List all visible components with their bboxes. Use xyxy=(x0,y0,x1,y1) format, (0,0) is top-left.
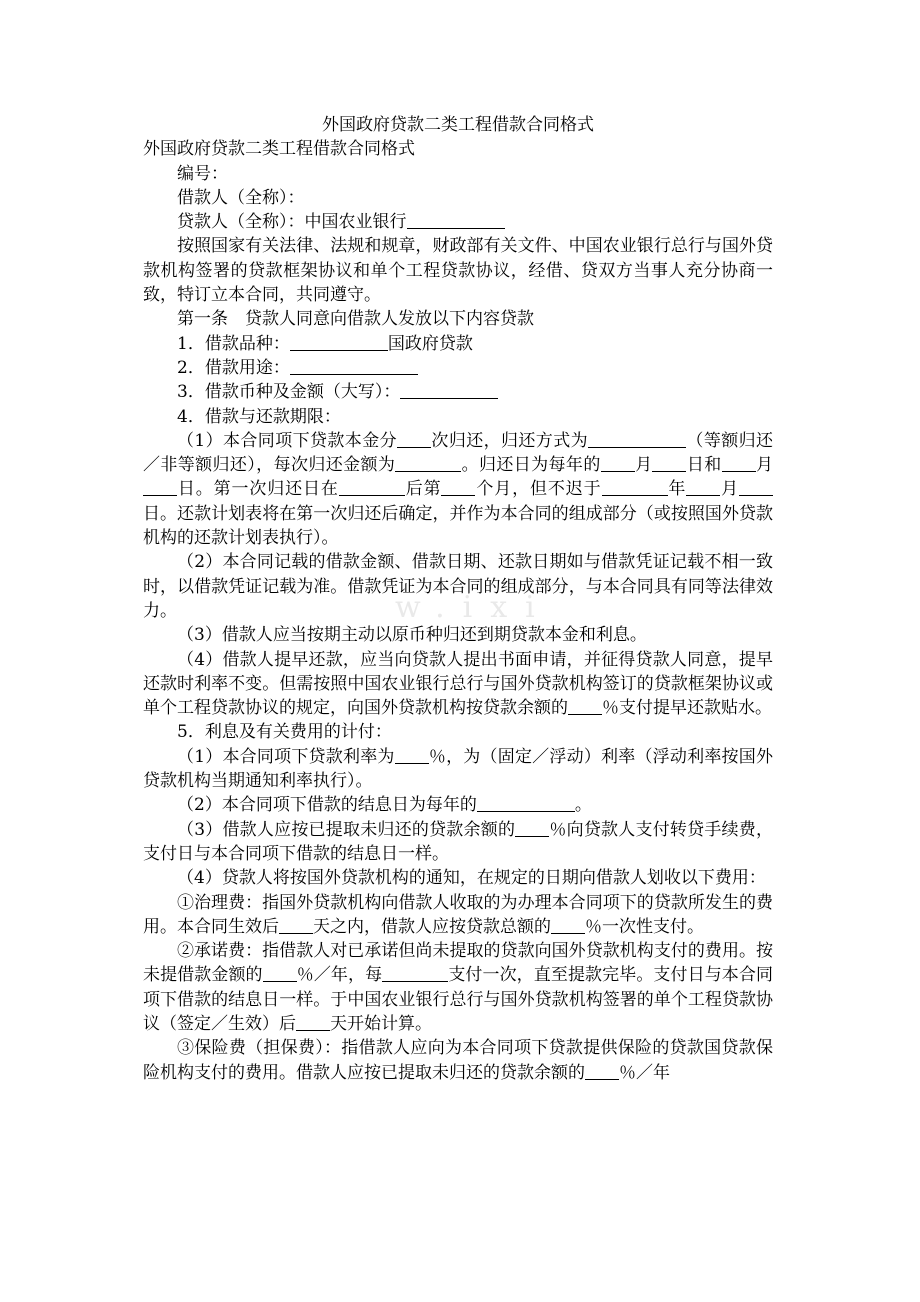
text-segment: （1）本合同项下贷款利率为 xyxy=(177,746,395,767)
text-segment: ％向贷款人支付转贷手续费，支付日与本合同项下借款的结息日一样。 xyxy=(143,819,773,864)
text-segment: ％支付提早还款贴水。 xyxy=(602,698,772,719)
blank-installments[interactable] xyxy=(397,429,431,448)
text-segment: （1）本合同项下贷款本金分 xyxy=(177,430,398,451)
blank-day-2[interactable] xyxy=(143,477,177,496)
text-segment: 月 xyxy=(634,455,653,476)
text-segment: ②承诺费：指借款人对已承诺但尚未提取的贷款向国外贷款机构支付的费用。按未提借款金额的 xyxy=(143,941,773,986)
text-segment: 支付一次，直至提款完毕。支付日与本合同项下借款的结息日一样。于中国农业银行总行与国外贷款机构签署的单个工程贷款协议（签定／生效）后 xyxy=(143,965,773,1034)
article1-item4: 4．借款与还款期限： xyxy=(177,406,341,427)
blank-month-1[interactable] xyxy=(601,453,635,472)
text-segment: （3）借款人应按已提取未归还的贷款余额的 xyxy=(177,819,516,840)
blank-month-2[interactable] xyxy=(722,453,756,472)
field-borrower-label: 借款人（全称）： xyxy=(177,187,305,208)
article1-item1 xyxy=(143,332,773,356)
paragraph-5-3 xyxy=(143,818,773,867)
text-segment: 日和 xyxy=(686,455,722,476)
article1-item5: 5．利息及有关费用的计付： xyxy=(177,722,392,743)
paragraph-4-1 xyxy=(143,429,773,550)
fee-commitment xyxy=(143,939,773,1036)
blank-first-repayment-base[interactable] xyxy=(339,477,405,496)
text-segment: 次归还，归还方式为 xyxy=(431,430,589,451)
text-segment: ％一次性支付。 xyxy=(585,916,704,937)
article1-heading: 第一条 贷款人同意向借款人发放以下内容贷款 xyxy=(177,309,534,330)
item1-label: 1．借款品种： xyxy=(177,333,290,354)
blank-management-rate[interactable] xyxy=(551,915,585,934)
blank-interest-rate[interactable] xyxy=(395,745,429,764)
text-segment: 。归还日为每年的 xyxy=(461,455,601,476)
watermark: w.ixi xyxy=(395,590,553,625)
text-segment: 月 xyxy=(755,455,774,476)
field-borrower xyxy=(143,186,773,210)
blank-lender-branch[interactable] xyxy=(407,210,505,229)
text-segment: ％，为（固定／浮动）利率（浮动利率按国外贷款机构当期通知利率执行）。 xyxy=(143,746,773,792)
blank-deadline-day[interactable] xyxy=(739,477,773,496)
paragraph-5-4: （4）贷款人将按国外贷款机构的通知，在规定的日期向借款人划收以下费用： xyxy=(177,868,766,889)
preamble-paragraph: 按照国家有关法律、法规和规章，财政部有关文件、中国农业银行总行与国外贷款机构签署的贷款框架协议和单个工程贷款协议，经借、贷双方当事人充分协商一致，特订立本合同，共同遵守。 xyxy=(143,236,773,306)
text-segment: 。 xyxy=(574,795,592,816)
field-lender xyxy=(143,210,773,234)
text-segment: ①治理费：指国外贷款机构向借款人收取的为办理本合同项下的贷款所发生的费用。本合同生效后 xyxy=(143,892,773,937)
blank-loan-purpose[interactable] xyxy=(290,356,418,375)
text-segment: 个月，但不迟于 xyxy=(475,479,602,500)
blank-deadline-year[interactable] xyxy=(602,477,668,496)
blank-loan-country[interactable] xyxy=(290,332,388,351)
text-segment: 天之内，借款人应按贷款总额的 xyxy=(313,916,551,937)
paragraph-4-3: （3）借款人应当按期主动以原币种归还到期贷款本金和利息。 xyxy=(177,625,647,646)
text-segment: 月 xyxy=(720,479,740,500)
item2-label: 2．借款用途： xyxy=(177,357,290,378)
text-segment: ③保险费（担保费）：指借款人应向为本合同项下贷款提供保险的贷款国贷款保险机构支付的费用。借款人应按已提取未归还的贷款余额的 xyxy=(143,1038,773,1083)
blank-day-1[interactable] xyxy=(652,453,686,472)
field-number-label: 编号： xyxy=(177,163,228,184)
text-segment: 后第 xyxy=(404,479,442,500)
item1-suffix: 国政府贷款 xyxy=(387,333,473,354)
blank-loan-amount[interactable] xyxy=(400,380,498,399)
paragraph-5-1 xyxy=(143,745,773,794)
blank-repayment-method[interactable] xyxy=(588,429,686,448)
blank-installment-amount[interactable] xyxy=(395,453,461,472)
blank-months-after[interactable] xyxy=(441,477,475,496)
blank-insurance-rate[interactable] xyxy=(585,1061,619,1080)
article1-item3 xyxy=(143,380,773,404)
paragraph-4-2: （2）本合同记载的借款金额、借款日期、还款日期如与借款凭证记载不相一致时，以借款凭证记载为准。借款凭证为本合同的组成部分，与本合同具有同等法律效力。 xyxy=(143,552,773,621)
text-segment: 年 xyxy=(667,479,687,500)
document-subtitle: 外国政府贷款二类工程借款合同格式 xyxy=(143,139,415,160)
text-segment: 日。第一次归还日在 xyxy=(177,479,339,500)
blank-management-days[interactable] xyxy=(279,915,313,934)
field-number xyxy=(143,162,773,186)
article1-item2 xyxy=(143,356,773,380)
blank-commitment-days[interactable] xyxy=(296,1012,330,1031)
document-page xyxy=(143,113,773,1085)
field-lender-label: 贷款人（全称）：中国农业银行 xyxy=(177,212,407,233)
blank-settlement-date[interactable] xyxy=(477,793,575,812)
blank-deadline-month[interactable] xyxy=(686,477,720,496)
paragraph-5-2 xyxy=(143,793,773,817)
document-title: 外国政府贷款二类工程借款合同格式 xyxy=(322,115,594,135)
text-segment: 日。还款计划表将在第一次归还后确定，并作为本合同的组成部分（或按照国外贷款机构的还款计划表执行）。 xyxy=(143,503,773,549)
item3-label: 3．借款币种及金额（大写）： xyxy=(177,382,401,403)
blank-commitment-period[interactable] xyxy=(382,963,448,982)
text-segment: ％／年，每 xyxy=(296,965,383,986)
fee-insurance xyxy=(143,1036,773,1085)
text-segment: 天开始计算。 xyxy=(330,1013,432,1034)
blank-prepayment-rate[interactable] xyxy=(568,696,602,715)
text-segment: （等额归还／非等额归还），每次归还金额为 xyxy=(143,430,774,476)
text-segment: ％／年 xyxy=(619,1062,670,1083)
blank-handling-fee-rate[interactable] xyxy=(515,818,549,837)
text-segment: （4）借款人提早还款，应当向贷款人提出书面申请，并征得贷款人同意，提早还款时利率不变。但需按照中国农业银行总行与国外贷款机构签订的贷款框架协议或单个工程贷款协议的规定，向国外贷款机构按贷款余额的 xyxy=(143,649,773,719)
blank-commitment-rate[interactable] xyxy=(263,963,297,982)
text-segment: （2）本合同项下借款的结息日为每年的 xyxy=(177,795,477,816)
fee-management xyxy=(143,891,773,940)
paragraph-4-4 xyxy=(143,648,773,721)
